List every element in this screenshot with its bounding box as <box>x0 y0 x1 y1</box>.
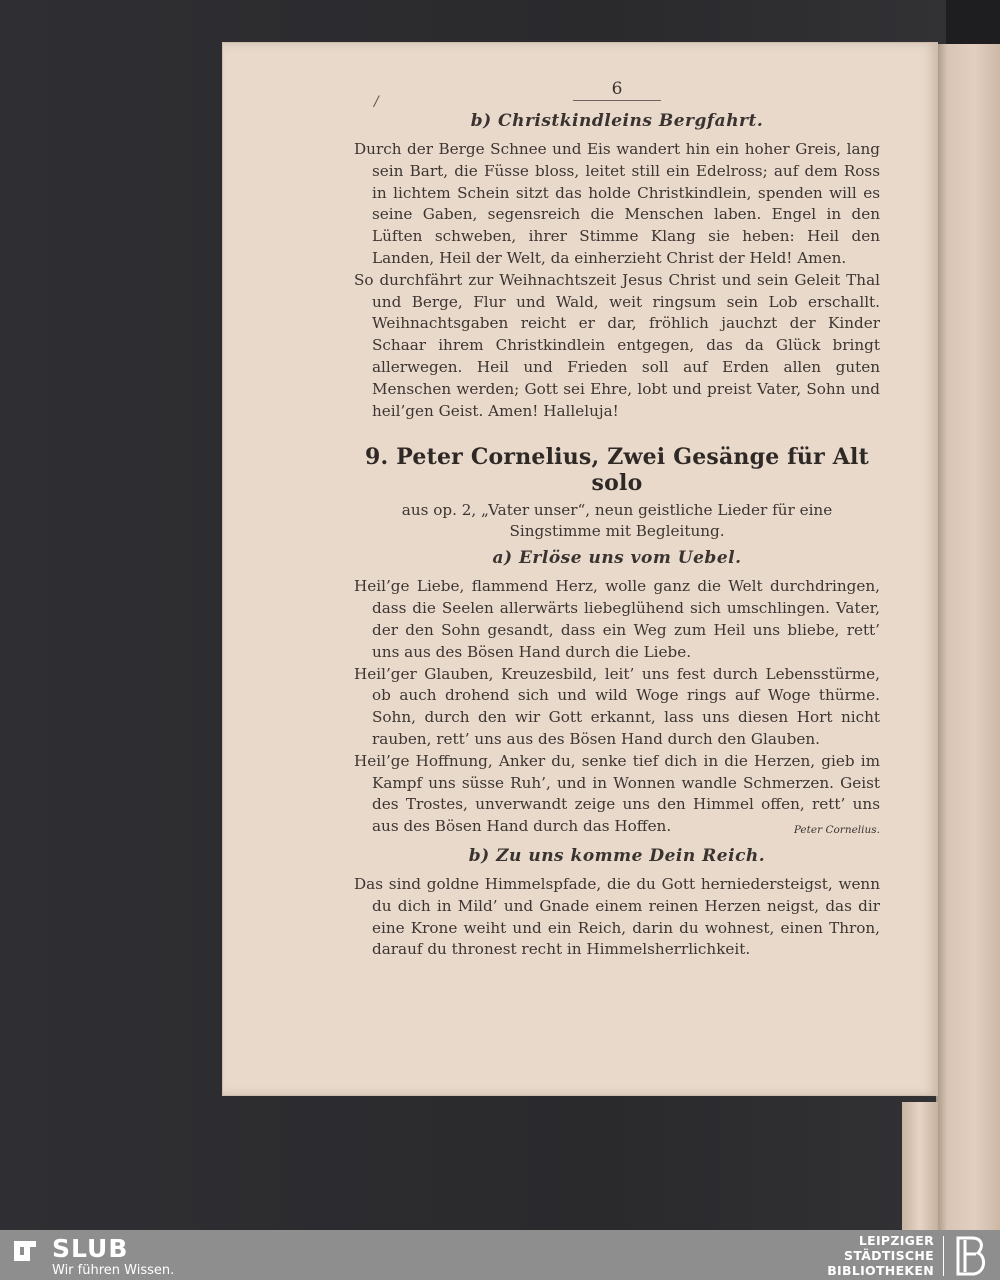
background-edge <box>946 0 1000 44</box>
signature: Peter Cornelius. <box>793 824 880 837</box>
paragraph: Durch der Berge Schnee und Eis wandert hin ein hoher Greis, lang sein Bart, die Füsse bloss, leitet still ein Edelross; auf dem Ross in lichtem Schein sitzt das holde Christkindlein, spenden will es seine Gaben, segensreich die Menschen laben. Engel in den Lüften schweben, ihrer Stimme Klang sie heben: Heil den Landen, Heil der Welt, da einherzieht Christ der Held! Amen. <box>354 140 880 267</box>
paragraph: Heil’ger Glauben, Kreuzesbild, leit’ uns fest durch Lebensstürme, ob auch drohend sich und wild Woge rings auf Woge thürme. Sohn, durch den wir Gott erkannt, lass uns diesen Hort nicht rauben, rett’ uns aus des Bösen Hand durch den Glauben. <box>354 664 880 748</box>
section-heading-christkindleins: b) Christkindleins Bergfahrt. <box>470 111 764 131</box>
section-subtitle <box>354 500 880 542</box>
paragraph-with-signature <box>354 751 880 838</box>
subtitle-line-2: Singstimme mit Begleitung. <box>509 522 725 541</box>
paragraph-text: Heil’ge Hoffnung, Anker du, senke tief dich in die Herzen, gieb im Kampf uns süsse Ruh’, und in Wonnen wandle Schmerzen. Geist des Trostes, unverwandt zeige uns den Himmel offen, rett’ uns aus des Bösen Hand durch das Hoffen. <box>354 751 880 836</box>
lsb-name <box>827 1233 934 1278</box>
lsb-line-3: BIBLIOTHEKEN <box>827 1263 934 1278</box>
paragraph: Heil’ge Liebe, flammend Herz, wolle ganz die Welt durchdringen, dass die Seelen allerwärts liebeglühend sich umschlingen. Vater, der den Sohn gesandt, dass ein Weg zum Heil uns bliebe, rett’ uns aus des Bösen Hand durch die Liebe. <box>354 577 880 661</box>
lsb-divider <box>943 1236 944 1276</box>
paragraph: Das sind goldne Himmelspfade, die du Gott herniedersteigst, wenn du dich in Mild’ und Gnade einem reinen Herzen neigst, das dir eine Krone weiht und ein Reich, darin du wohnest, einen Thron, darauf du thronest recht in Himmelsherrlichkeit. <box>354 874 880 959</box>
section-heading-erloese: a) Erlöse uns vom Uebel. <box>492 548 742 569</box>
footer-bar <box>0 1230 1000 1280</box>
lsb-line-1: LEIPZIGER <box>858 1233 934 1248</box>
next-page-edge <box>936 44 1000 1230</box>
slub-tagline: Wir führen Wissen. <box>52 1263 175 1278</box>
page-edge-lower <box>902 1102 938 1242</box>
section-title-cornelius: 9. Peter Cornelius, Zwei Gesänge für Alt solo <box>365 444 869 497</box>
subtitle-line-1: aus op. 2, „Vater unser“, neun geistliche Lieder für eine <box>401 501 833 520</box>
lsb-line-2: STÄDTISCHE <box>844 1248 934 1263</box>
lsb-logo-icon <box>952 1234 990 1278</box>
page-number: 6 <box>611 79 623 99</box>
page-number-rule <box>573 100 661 101</box>
margin-mark: / <box>374 94 379 110</box>
page-content <box>354 78 880 961</box>
section-heading-reich: b) Zu uns komme Dein Reich. <box>468 845 766 866</box>
scanned-page <box>222 42 938 1096</box>
paragraph: So durchfährt zur Weihnachtszeit Jesus Christ und sein Geleit Thal und Berge, Flur und Wald, weit ringsum sein Lob erschallt. Weihnachtsgaben reicht er dar, fröhlich jauchzt der Kinder Schaar ihrem Christkindlein entgegen, das da Glück bringt allerwegen. Heil und Frieden soll auf Erden allen guten Menschen werden; Gott sei Ehre, lobt und preist Vater, Sohn und heil’gen Geist. Amen! Halleluja! <box>354 270 880 420</box>
slub-name: SLUB <box>52 1234 129 1263</box>
slub-logo-icon <box>12 1238 38 1264</box>
